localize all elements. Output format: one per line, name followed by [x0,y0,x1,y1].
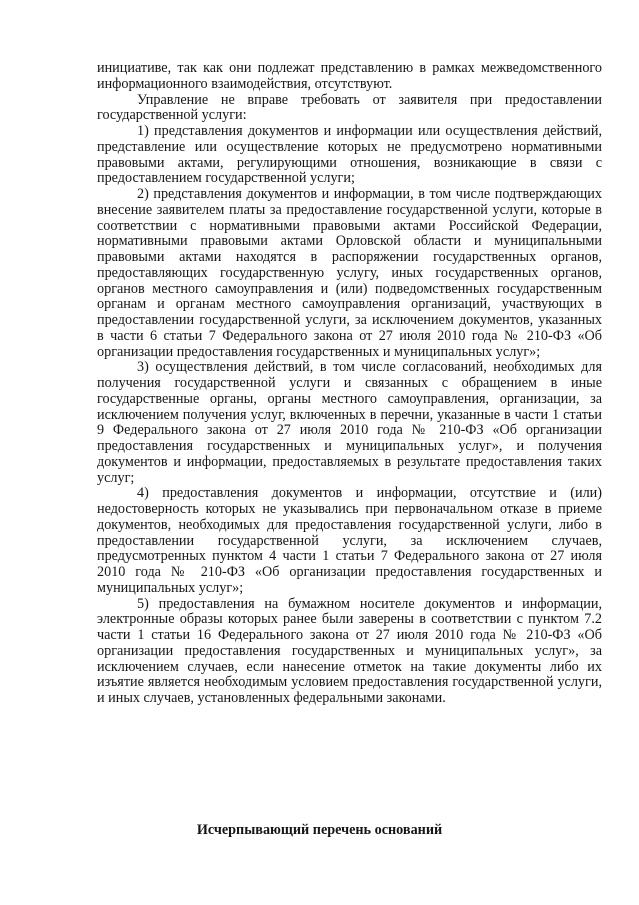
document-body [97,61,602,707]
paragraph-item-5: 5) предоставления на бумажном носителе документов и информации, электронные образы которых ранее были заверены в соответствии с пунктом 7.2 части 1 статьи 16 Федерального закона от 27 июля 2010 года № 210-ФЗ «Об организации предоставления государственных и муниципальных услуг», за исключением случаев, если нанесение отметок на такие документы либо их изъятие является необходимым условием предоставления государственной услуги, и иных случаев, установленных федеральными законами. [97,595,602,706]
paragraph-item-2: 2) представления документов и информации, в том числе подтверждающих внесение заявителем платы за предоставление государственной услуги, которые в соответствии с нормативными правовыми актами Российской Федерации, нормативными правовыми актами Орловской области и муниципальными правовыми актами находятся в распоряжении государственных органов, предоставляющих государственную услугу, иных государственных органов, органов местного самоуправления и (или) подведомственных государственным органам и органам местного самоуправления организаций, участвующих в предоставлении государственной услуги, за исключением документов, указанных в части 6 статьи 7 Федерального закона от 27 июля 2010 года № 210-ФЗ «Об организации предоставления государственных и муниципальных услуг»; [97,186,602,360]
section-heading: Исчерпывающий перечень оснований [196,822,443,838]
paragraph-item-1: 1) представления документов и информации или осуществления действий, представление или осуществление которых не предусмотрено нормативными правовыми актами, регулирующими отношения, возникающие в связи с предоставлением государственной услуги; [97,123,602,187]
paragraph-item-3: 3) осуществления действий, в том числе согласований, необходимых для получения государственной услуги и связанных с обращением в иные государственные органы, органы местного самоуправления, организации, за исключением получения услуг, включенных в перечни, указанные в части 1 статьи 9 Федерального закона от 27 июля 2010 года № 210-ФЗ «Об организации предоставления государственных и муниципальных услуг», и получения документов и информации, предоставляемых в результате предоставления таких услуг; [97,359,602,486]
paragraph-continuation: инициативе, так как они подлежат представлению в рамках межведомственного информационного взаимодействия, отсутствуют. [97,60,602,92]
paragraph-item-4: 4) предоставления документов и информации, отсутствие и (или) недостоверность которых не указывались при первоначальном отказе в приеме документов, необходимых для предоставления государственной услуги, либо в предоставлении государственной услуги, за исключением случаев, предусмотренных пунктом 4 части 1 статьи 7 Федерального закона от 27 июля 2010 года № 210-ФЗ «Об организации предоставления государственных и муниципальных услуг»; [97,485,602,596]
paragraph-intro: Управление не вправе требовать от заявителя при предоставлении государственной услуги: [97,91,602,124]
